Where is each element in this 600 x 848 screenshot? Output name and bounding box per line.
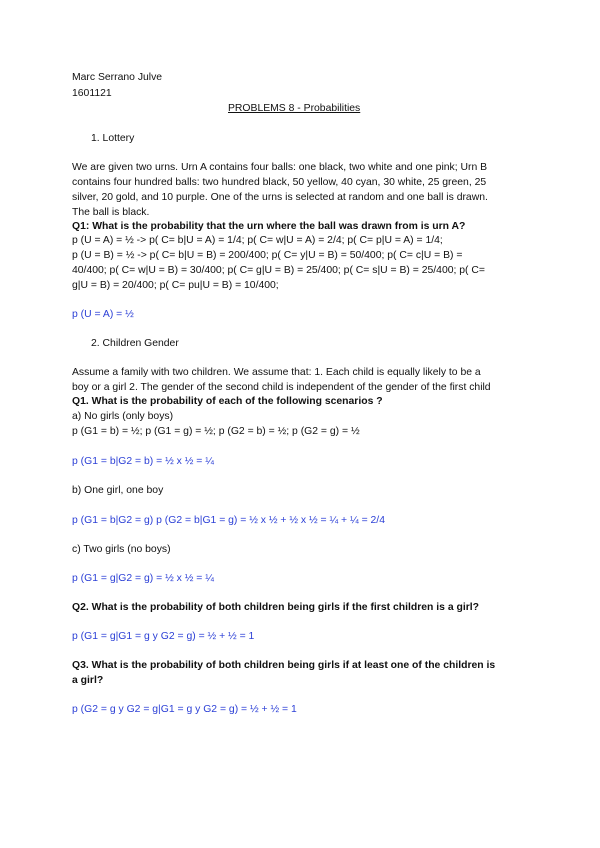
gender-question-3-line: Q3. What is the probability of both children being girls if at least one of the children is (72, 660, 496, 671)
gender-question-3-line: a girl? (72, 675, 104, 686)
scenario-a-given: p (G1 = b) = ½; p (G1 = g) = ½; p (G2 = b) = ½; p (G2 = g) = ½ (72, 426, 360, 437)
gender-question-2-answer: p (G1 = g|G1 = g y G2 = g) = ½ + ½ = 1 (72, 631, 255, 642)
section-heading-lottery: 1. Lottery (91, 133, 135, 144)
author-name: Marc Serrano Julve (72, 72, 163, 83)
lottery-question-1: Q1: What is the probability that the urn where the ball was drawn from is urn A? (72, 221, 466, 232)
gender-question-1: Q1. What is the probability of each of the following scenarios ? (72, 396, 383, 407)
section-heading-children-gender: 2. Children Gender (91, 338, 179, 349)
scenario-c-answer: p (G1 = g|G2 = g) = ½ x ½ = ¼ (72, 573, 214, 584)
lottery-intro-line: silver, 20 gold, and 10 purple. One of the urns is selected at random and one ball is drawn. (72, 192, 488, 203)
scenario-b-label: b) One girl, one boy (72, 485, 164, 496)
gender-intro-line: boy or a girl 2. The gender of the second child is independent of the gender of the first child (72, 382, 491, 393)
scenario-c-label: c) Two girls (no boys) (72, 544, 171, 555)
gender-question-2: Q2. What is the probability of both children being girls if the first children is a girl? (72, 602, 480, 613)
lottery-given-line: p (U = A) = ½ -> p( C= b|U = A) = 1/4; p( C= w|U = A) = 2/4; p( C= p|U = A) = 1/4; (72, 235, 443, 246)
document-title: PROBLEMS 8 - Probabilities (228, 103, 361, 114)
scenario-b-answer: p (G1 = b|G2 = g) p (G2 = b|G1 = g) = ½ x ½ + ½ x ½ = ¼ + ¼ = 2/4 (72, 515, 385, 526)
student-id: 1601121 (72, 88, 112, 99)
lottery-given-line: 40/400; p( C= w|U = B) = 30/400; p( C= g|U = B) = 25/400; p( C= s|U = B) = 25/400; p( C= (72, 265, 485, 276)
lottery-given-line: p (U = B) = ½ -> p( C= b|U = B) = 200/400; p( C= y|U = B) = 50/400; p( C= c|U = B) = (72, 250, 463, 261)
lottery-intro-line: We are given two urns. Urn A contains four balls: one black, two white and one pink; Urn B (72, 162, 488, 173)
lottery-intro-line: contains four hundred balls: two hundred black, 50 yellow, 40 cyan, 30 white, 25 green, 25 (72, 177, 487, 188)
scenario-a-answer: p (G1 = b|G2 = b) = ½ x ½ = ¼ (72, 456, 214, 467)
lottery-given-line: g|U = B) = 20/400; p( C= pu|U = B) = 10/400; (72, 280, 279, 291)
gender-question-3-answer: p (G2 = g y G2 = g|G1 = g y G2 = g) = ½ + ½ = 1 (72, 704, 297, 715)
gender-intro-line: Assume a family with two children. We assume that: 1. Each child is equally likely to be a (72, 367, 481, 378)
lottery-answer: p (U = A) = ½ (72, 309, 134, 320)
lottery-intro-line: The ball is black. (72, 207, 150, 218)
scenario-a-label: a) No girls (only boys) (72, 411, 174, 422)
